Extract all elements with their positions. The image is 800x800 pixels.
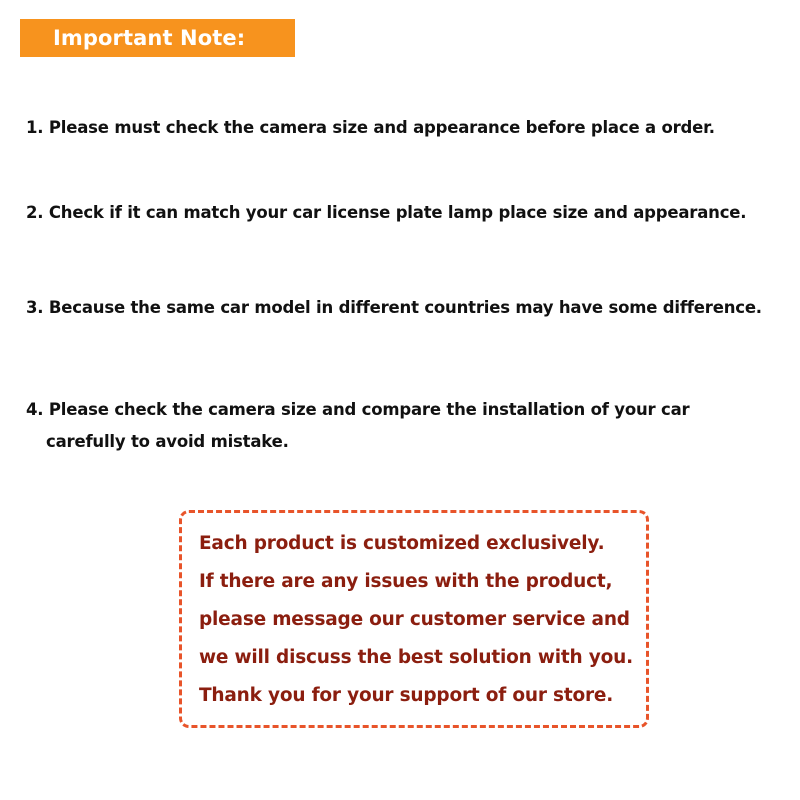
notice-line-5: Thank you for your support of our store. [199,685,614,706]
note-item-3: 3. Because the same car model in different countries may have some difference. [26,298,762,317]
notice-line-3: please message our customer service and [199,609,630,630]
note-item-2: 2. Check if it can match your car license plate lamp place size and appearance. [26,203,747,222]
note-item-4-line-2: carefully to avoid mistake. [46,432,289,451]
customer-service-notice-box [179,510,649,728]
notice-line-4: we will discuss the best solution with you. [199,647,633,668]
important-note-title: Important Note: [53,26,246,50]
notice-line-1: Each product is customized exclusively. [199,533,605,554]
notice-line-2: If there are any issues with the product, [199,571,613,592]
note-item-1: 1. Please must check the camera size and appearance before place a order. [26,118,715,137]
important-note-banner [20,19,295,57]
note-item-4 [26,394,689,458]
note-item-4-line-1: 4. Please check the camera size and compare the installation of your car [26,400,690,419]
